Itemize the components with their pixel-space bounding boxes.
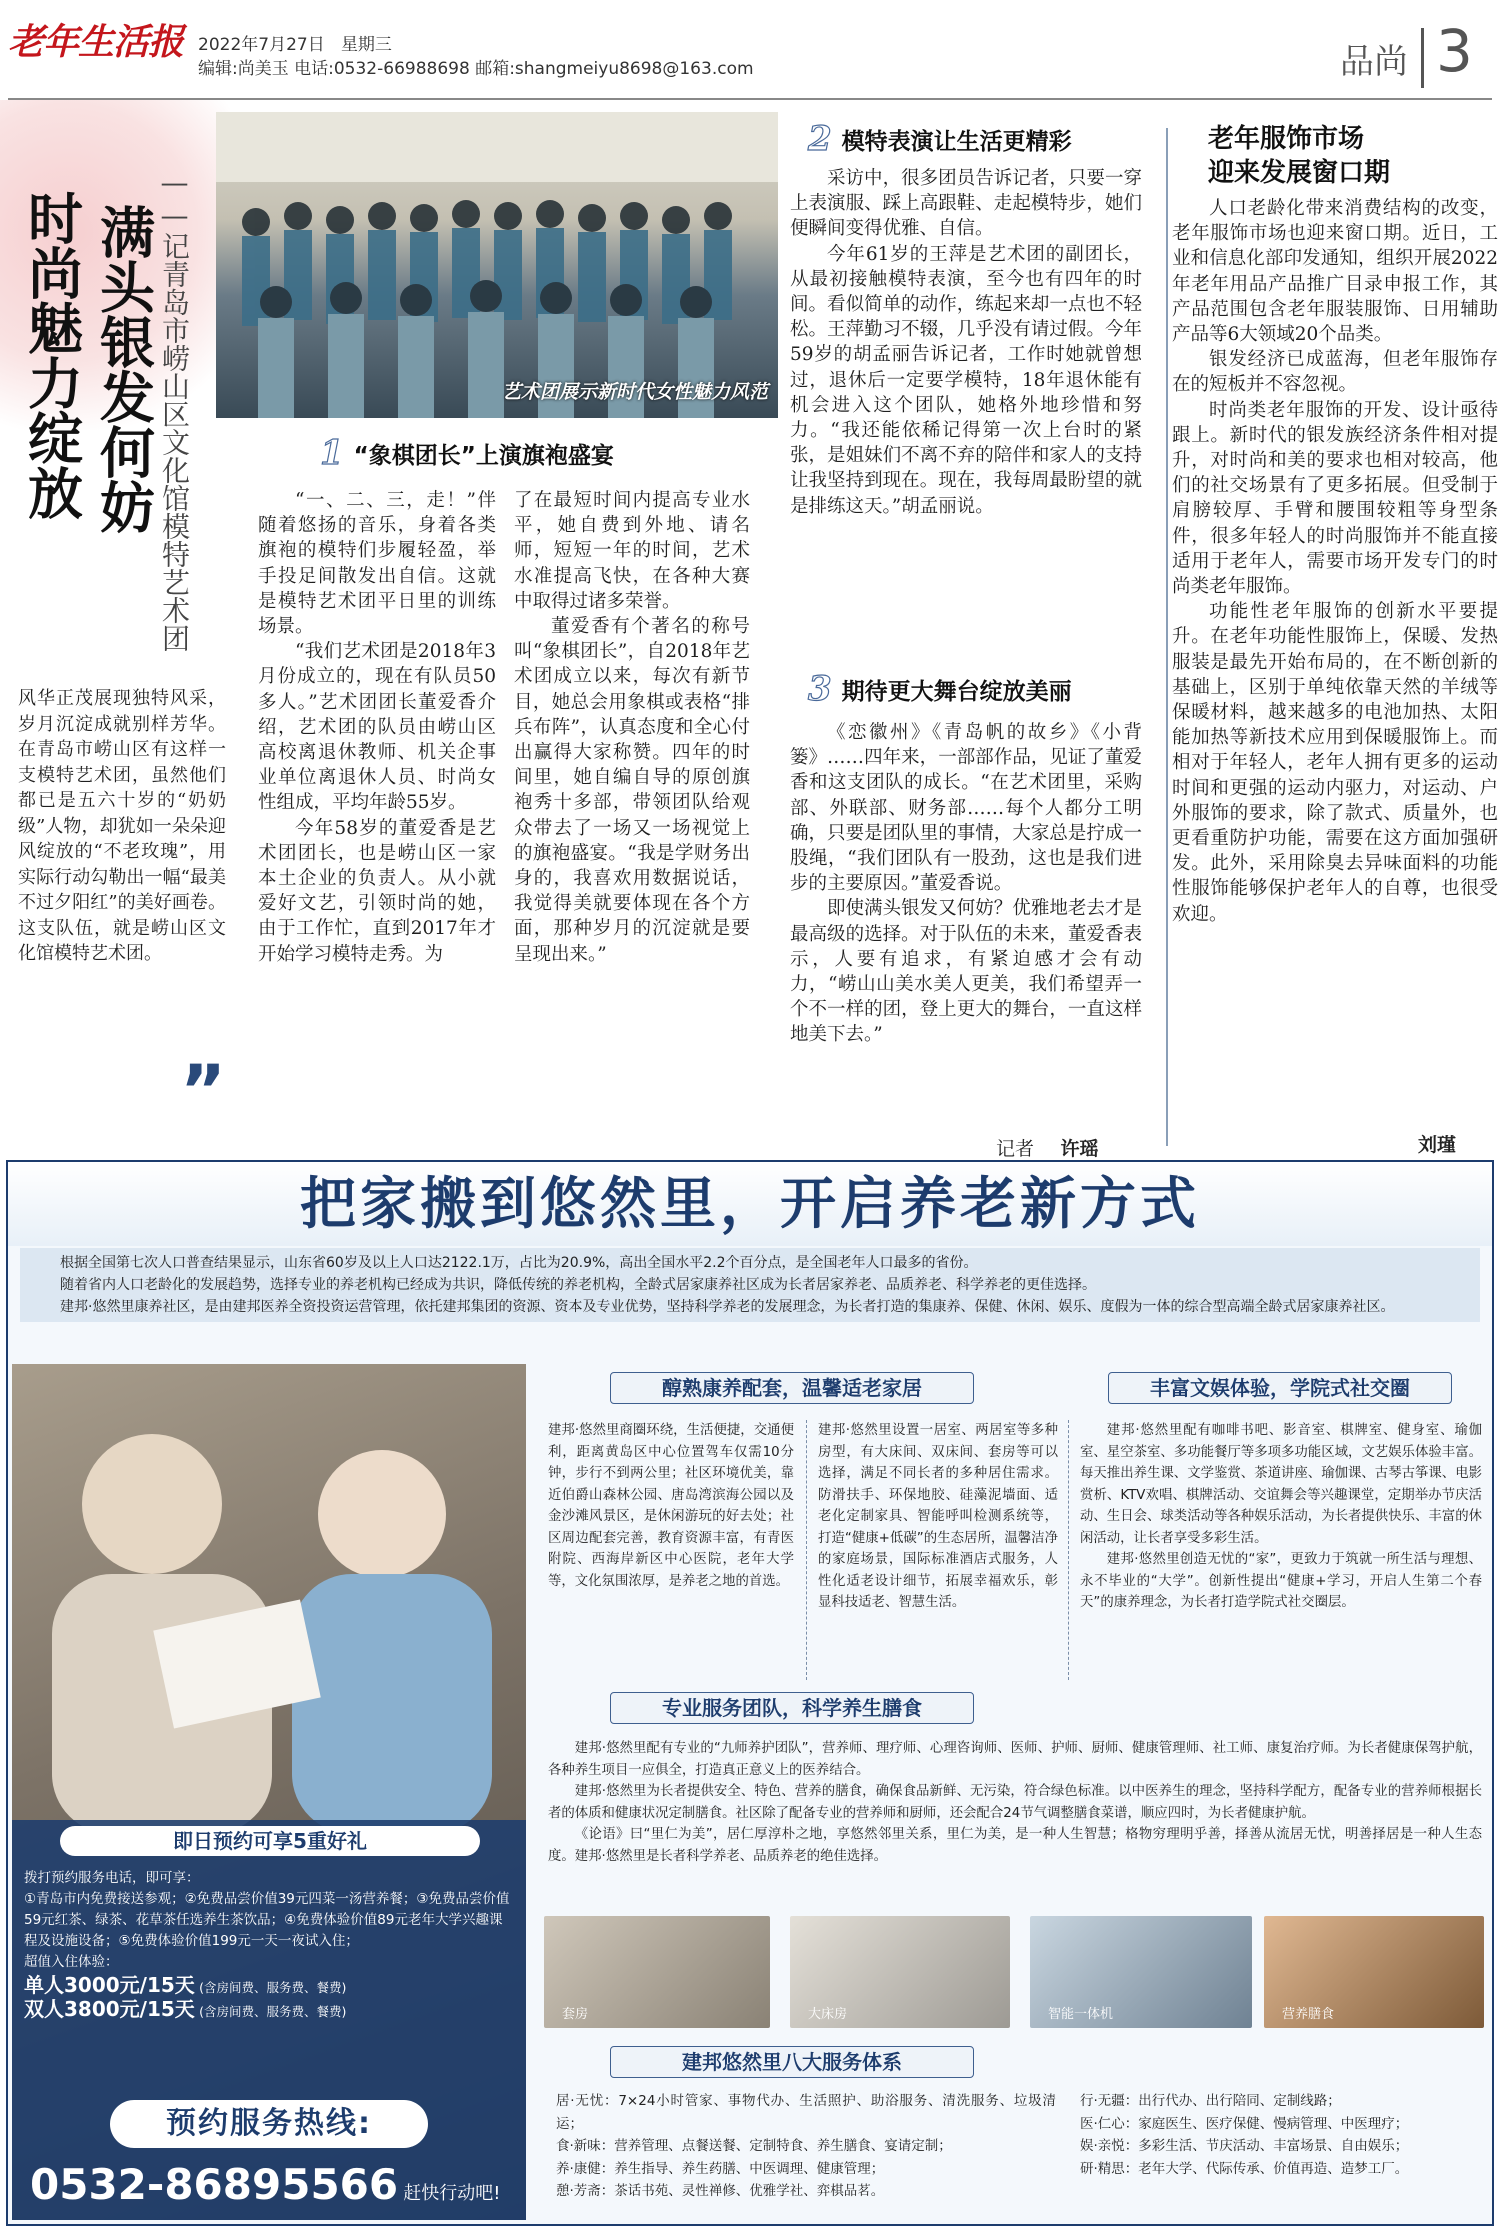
hotline-suffix: 赶快行动吧! (403, 2183, 501, 2204)
ad-intro-line2: 随着省内人口老龄化的发展趋势，选择专业的养老机构已经成为共识，降低传统的养老机构，全龄式居家康养社区成为长者居家养老、品质养老、科学养老的更佳选择。 (60, 1277, 1096, 1293)
price-single-note: (含房间费、服务费、餐费) (199, 1980, 347, 1995)
offer-title: 即日预约可享5重好礼 (60, 1826, 480, 1856)
team-photo-figures (216, 112, 778, 418)
section2-number: 2 (808, 119, 832, 159)
section3-para2: 即使满头银发又何妨？优雅地老去才是最高级的选择。对于队伍的未来，董爱香表示，人要有追求，有紧迫感才会有动力，“崂山山美水美人更美，我们希望弄一个不一样的团，登上更大的舞台，一直这样地美下去。” (790, 898, 1142, 1046)
section2-heading (808, 119, 1072, 159)
sidebar-para3: 时尚类老年服饰的开发、设计亟待跟上。新时代的银发族经济条件相对提升，对时尚和美的要求也相对较高，他们的社交场景有了更多拓展。但受制于肩膀较厚、手臂和腰围较粗等身型条件，很多年轻人的时尚服饰并不能直接适用于老年人，需要市场开发专门的时尚类老年服饰。 (1172, 399, 1498, 598)
issue-weekday: 星期三 (340, 35, 392, 55)
section3-byline (996, 1134, 1099, 1161)
service-food: 食·新味：营养管理、点餐送餐、定制特食、养生膳食、宴请定制； (556, 2138, 952, 2154)
services-right (1080, 2090, 1484, 2180)
price-double-note: (含房间费、服务费、餐费) (199, 2004, 347, 2019)
section3-heading (808, 669, 1072, 709)
service-living: 居·无忧：7×24小时管家、事物代办、生活照护、助浴服务、清洗服务、垃圾清运； (556, 2093, 1056, 2132)
service-study: 研·精思：老年大学、代际传承、价值再造、造梦工厂。 (1080, 2160, 1409, 2177)
block1-column2: 建邦·悠然里设置一居室、两居室等多种房型，有大床间、双床间、套房等可以选择，满足不同长者的多种居住需求。防滑扶手、环保地胶、硅藻泥墙面、适老化定制家具、智能呼叫检测系统等，打造“健康+低碳”的生态居所，温馨洁净的家庭场景，国际标准酒店式服务，人性化适老设计细节，拓展幸福欢乐，彰显科技适老、智慧生活。 (818, 1423, 1058, 1610)
hotline-number-row (30, 2160, 500, 2209)
sidebar-byline: 刘瑾 (1418, 1134, 1457, 1156)
section1-title: “象棋团长”上演旗袍盛宴 (353, 442, 614, 469)
price-single: 单人3000元/15天 (24, 1973, 195, 1997)
ad-intro-line1: 根据全国第七次人口普查结果显示，山东省60岁及以上人口达2122.1万，占比为20.9%，高出全国水平2.2个百分点，是全国老年人口最多的省份。 (60, 1255, 978, 1271)
thumb-device-label: 智能一体机 (1048, 2007, 1114, 2022)
block2-para1: 建邦·悠然里配有咖啡书吧、影音室、棋牌室、健身室、瑜伽室、星空茶室、多功能餐厅等多项多功能区域，文艺娱乐体验丰富。每天推出养生课、文学鉴赏、茶道讲座、瑜伽课、古琴古筝课、电影赏析、KTV欢唱、棋牌活动、交谊舞会等兴趣课堂，定期举办节庆活动、生日会、球类活动等各种娱乐活动，为长者提供快乐、丰富的休闲活动，让长者享受多彩生活。 (1080, 1423, 1482, 1546)
block4-title: 建邦悠然里八大服务体系 (610, 2046, 974, 2078)
subtitle: ——记青岛市崂山区文化馆模特艺术团 (158, 166, 191, 652)
page-number: 3 (1436, 17, 1473, 85)
offer-line2: ①青岛市内免费接送参观；②免费品尝价值39元四菜一汤营养餐；③免费品尝价值59元红茶、绿茶、花草茶任选养生茶饮品；④免费体验价值89元老年大学兴趣课程及设施设备；⑤免费体验价值199元一天一夜试入住； (24, 1891, 510, 1949)
block3-para2: 建邦·悠然里为长者提供安全、特色、营养的膳食，确保食品新鲜、无污染，符合绿色标准。以中医养生的理念，坚持科学配方，配备专业的营养师根据长者的体质和健康状况定制膳食。社区除了配备专业的营养师和厨师，还会配合24节气调整膳食菜谱，顺应四时，为长者健康护航。 (548, 1784, 1482, 1821)
section1-column2 (514, 488, 750, 967)
team-photo (216, 112, 778, 418)
section1-para1: “一、二、三，走！”伴随着悠扬的音乐，身着各类旗袍的模特们步履轻盈，举手投足间散发出自信。这就是模特艺术团平日里的训练场景。 (258, 490, 496, 638)
section-name: 品尚 (1340, 42, 1408, 82)
section2-para2: 今年61岁的王萍是艺术团的副团长，从最初接触模特表演，至今也有四年的时间。看似简单的动作，练起来却一点也不轻松。王萍勤习不辍，几乎没有请过假。今年59岁的胡孟丽告诉记者，工作时她就曾想过，退休后一定要学模特，18年退休能有机会进入这个团队，她格外地珍惜和努力。“我还能依稀记得第一次上台时的紧张，是姐妹们不离不弃的陪伴和家人的支持让我坚持到现在。现在，我每周最盼望的就是排练这天。”胡孟丽说。 (790, 243, 1142, 517)
block2-title: 丰富文娱体验，学院式社交圈 (1108, 1372, 1452, 1404)
sidebar-para4: 功能性老年服饰的创新水平要提升。在老年功能性服饰上，保暖、发热服装是最先开始布局的，在不断创新的基础上，区别于单纯依靠天然的羊绒等保暖材料，越来越多的电池加热、太阳能加热等新技术应用到保暖服饰上。而相对于年轻人，老年人拥有更多的运动时间和更强的运动内驱力，对运动、户外服饰的要求，除了款式、质量外，也更看重防护功能，需要在这方面加强研发。此外，采用除臭去异味面料的功能性服饰能够保护老年人的自尊，也很受欢迎。 (1172, 601, 1498, 925)
offer-line1: 拨打预约服务电话，即可享： (24, 1870, 200, 1886)
block3-title: 专业服务团队，科学养生膳食 (610, 1692, 974, 1724)
thumb-bedroom (790, 1916, 1010, 2028)
block1-divider (806, 1420, 807, 1680)
hotline-number[interactable]: 0532-86895566 (30, 2160, 399, 2209)
block3-para3: 《论语》曰“里仁为美”，居仁厚淳朴之地，享悠然邻里关系，里仁为美，是一种人生智慧；格物穷理明乎善，择善从流居无忧，明善择居是一种人生态度。建邦·悠然里是长者科学养老、品质养老的绝佳选择。 (548, 1827, 1482, 1864)
service-entertain: 娱·亲悦：多彩生活、节庆活动、丰富场景、自由娱乐； (1080, 2138, 1409, 2154)
section2-para1: 采访中，很多团员告诉记者，只要一穿上表演服、踩上高跟鞋、走起模特步，她们便瞬间变得优雅、自信。 (790, 168, 1142, 240)
date-line (198, 30, 392, 55)
section1-heading (320, 433, 614, 473)
thumb-bedroom-label: 大床房 (808, 2007, 848, 2022)
block3-para1: 建邦·悠然里配有专业的“九师养护团队”，营养师、理疗师、心理咨询师、医师、护师、厨师、健康管理师、社工师、康复治疗师。为长者健康保驾护航，各种养生项目一应俱全，打造真正意义上的医养结合。 (548, 1741, 1482, 1778)
block1-title: 醇熟康养配套，温馨适老家居 (610, 1372, 974, 1404)
ad-headline: 把家搬到悠然里，开启养老新方式 (300, 1171, 1200, 1237)
photo-caption: 艺术团展示新时代女性魅力风范 (501, 381, 768, 403)
ad-intro (20, 1248, 1480, 1322)
block1-block2-divider (1068, 1420, 1069, 1680)
block1-column1: 建邦·悠然里商圈环绕，生活便捷，交通便利，距离黄岛区中心位置驾车仅需10分钟，步行不到两公里；社区环境优美，靠近伯爵山森林公园、唐岛湾滨海公园以及金沙滩风景区，是休闲游玩的好去处；社区周边配套完善，教育资源丰富，有青医附院、西海岸新区中心医院，老年大学等，文化氛围浓厚，是养老之地的首选。 (548, 1423, 794, 1589)
ad-intro-line3: 建邦·悠然里康养社区，是由建邦医养全资投资运营管理，依托建邦集团的资源、资本及专业优势，坚持科学养老的发展理念，为长者打造的集康养、保健、休闲、娱乐、度假为一体的综合型高端全龄式居家康养社区。 (60, 1299, 1395, 1315)
quote-mark: ” (180, 1050, 227, 1132)
offer-line3: 超值入住体验： (24, 1954, 119, 1970)
thumb-meals-label: 营养膳食 (1282, 2007, 1335, 2022)
thumb-meals (1264, 1916, 1484, 2028)
section3-body (790, 720, 1142, 1048)
byline-label: 记者 (996, 1138, 1035, 1160)
sidebar-body (1172, 196, 1498, 927)
section1-para3: 今年58岁的董爱香是艺术团团长，也是崂山区一家本土企业的负责人。从小就爱好文艺，引领时尚的她，由于工作忙，直到2017年才开始学习模特走秀。为 (258, 817, 496, 965)
header-divider (1421, 28, 1424, 88)
section3-title: 期待更大舞台绽放美丽 (841, 678, 1072, 705)
section3-number: 3 (808, 669, 832, 709)
block2-para2: 建邦·悠然里创造无忧的“家”，更致力于筑就一所生活与理想、永不毕业的“大学”。创新性提出“健康+学习，开启人生第二个春天”的康养理念，为长者打造学院式社交圈层。 (1080, 1552, 1482, 1610)
section1-column1 (258, 488, 496, 967)
price-double: 双人3800元/15天 (24, 1997, 195, 2021)
section2-title: 模特表演让生活更精彩 (841, 128, 1072, 155)
thumb-suite (544, 1916, 770, 2028)
masthead-logo (8, 14, 188, 74)
issue-date: 2022年7月27日 (198, 35, 325, 55)
block2-body (1080, 1420, 1482, 1614)
section1-para4: 董爱香有个著名的称号叫“象棋团长”，自2018年艺术团成立以来，每次有新节目，她总会用象棋或表格“排兵布阵”，认真态度和全心付出赢得大家称赞。四年的时间里，她自编自导的原创旗袍秀十多部，带领团队给观众带去了一场又一场视觉上的旗袍盛宴。“我是学财务出身的，我喜欢用数据说话，我觉得美就要体现在各个方面，那种岁月的沉淀就是要呈现出来。” (514, 616, 750, 965)
hotline-label: 预约服务热线: (110, 2100, 428, 2148)
price-single-line (24, 1975, 514, 1999)
sidebar-title-line1: 老年服饰市场 (1208, 124, 1365, 154)
sidebar-title-line2: 迎来发展窗口期 (1208, 158, 1391, 188)
section1-para2: “我们艺术团是2018年3月份成立的，现在有队员50多人。”艺术团团长董爱香介绍，艺术团的队员由崂山区高校离退休教师、机关企事业单位离退休人员、时尚女性组成，平均年龄55岁。 (258, 641, 496, 814)
intro-paragraph: 风华正茂展现独特风采，岁月沉淀成就别样芳华。在青岛市崂山区有这样一支模特艺术团，虽然他们都已是五六十岁的“奶奶级”人物，却犹如一朵朵迎风绽放的“不老玫瑰”，用实际行动勾勒出一幅“最美不过夕阳红”的美好画卷。这支队伍，就是崂山区文化馆模特艺术团。 (18, 688, 226, 964)
sidebar-rule (1166, 128, 1168, 1146)
services-left (556, 2090, 1056, 2203)
offer-list (24, 1868, 514, 2023)
masthead-text: 老年生活报 (8, 21, 184, 63)
section1-para3-cont: 了在最短时间内提高专业水平，她自费到外地、请名师，短短一年的时间，艺术水准提高飞快，在各种大赛中取得过诸多荣誉。 (514, 490, 750, 612)
sidebar-para1: 人口老龄化带来消费结构的改变，老年服饰市场也迎来窗口期。近日，工业和信息化部印发通知，组织开展2022年老年用品产品推广目录申报工作，其产品范围包含老年服装服饰、日用辅助产品等6大领域20个品类。 (1172, 198, 1498, 346)
service-health: 养·康健：养生指导、养生药膳、中医调理、健康管理； (556, 2160, 885, 2177)
thumb-suite-label: 套房 (562, 2007, 589, 2022)
headline-right: 满头银发何妨 (91, 204, 155, 534)
sidebar-title (1176, 122, 1390, 190)
section1-number: 1 (320, 433, 344, 473)
header-rule (8, 98, 1492, 100)
headline-left: 时尚魅力绽放 (19, 190, 83, 520)
price-double-line (24, 1999, 514, 2023)
service-medical: 医·仁心：家庭医生、医疗保健、慢病管理、中医理疗； (1080, 2115, 1409, 2132)
section2-body (790, 166, 1142, 519)
block3-body (548, 1738, 1482, 1867)
service-leisure: 憩·芳斋：茶话书苑、灵性禅修、优雅学社、弈棋品茗。 (556, 2183, 885, 2199)
byline-name: 许瑶 (1060, 1138, 1099, 1160)
sidebar-para2: 银发经济已成蓝海，但老年服饰存在的短板并不容忽视。 (1172, 349, 1498, 396)
service-travel: 行·无疆：出行代办、出行陪同、定制线路； (1080, 2093, 1341, 2109)
thumb-device (1030, 1916, 1252, 2028)
section3-para1: 《恋徽州》《青岛帆的故乡》《小背篓》……四年来，一部部作品，见证了董爱香和这支团队的成长。“在艺术团里，采购部、外联部、财务部……每个人都分工明确，只要是团队里的事情，大家总是拧成一股绳，“我们团队有一股劲，这也是我们进步的主要原因。”董爱香说。 (790, 722, 1142, 895)
editor-line: 编辑:尚美玉 电话:0532-66988698 邮箱:shangmeiyu8698@163.com (198, 59, 754, 79)
